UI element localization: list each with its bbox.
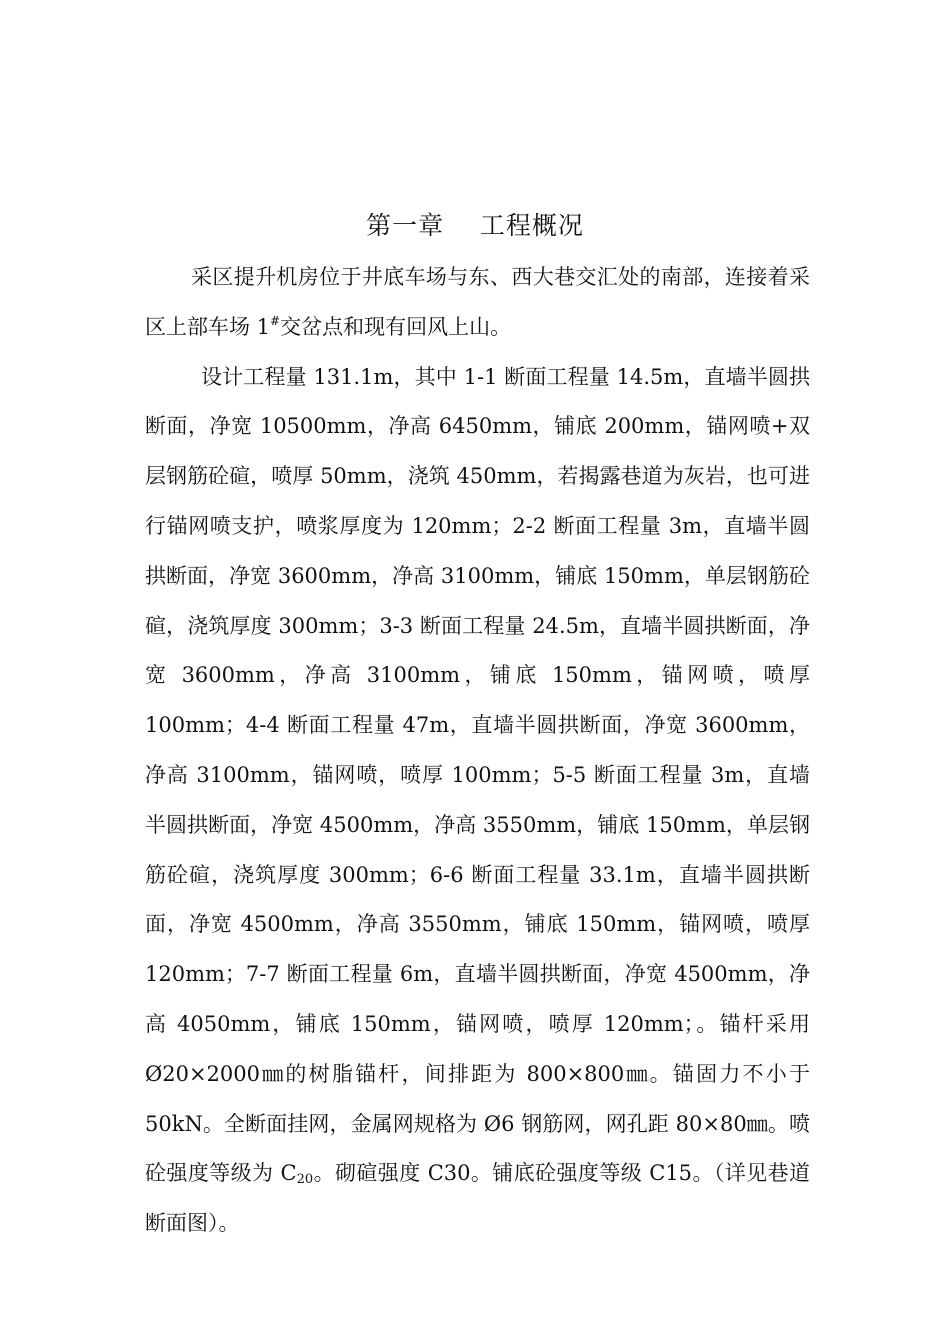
body-text — [145, 253, 810, 1249]
paragraph-overview — [145, 253, 810, 353]
paragraph-overview-text-end: 交岔点和现有回风上山。 — [280, 314, 512, 339]
superscript-hash: # — [270, 313, 281, 328]
paragraph-overview-text: 采区提升机房位于井底车场与东、西大巷交汇处的南部，连接着采区上部车场 1 — [145, 265, 810, 339]
paragraph-design-quantities — [145, 353, 810, 1249]
paragraph-design-text-end: 。砌碹强度 C30。铺底砼强度等级 C15。（详见巷道断面图）。 — [145, 1161, 810, 1236]
subscript-grade: 20 — [296, 1172, 314, 1188]
chapter-title: 第一章 工程概况 — [366, 211, 584, 240]
paragraph-design-text: 设计工程量 131.1m，其中 1-1 断面工程量 14.5m，直墙半圆拱断面，净宽 10500mm，净高 6450mm，铺底 200mm，锚网喷+双层钢筋砼碹，喷厚 50mm，浇筑 450mm，若揭露巷道为灰岩，也可进行锚网喷支护，喷浆厚度为 120mm；2-2 断面工程量 3m，直墙半圆拱断面，净宽 3600mm，净高 3100mm，铺底 150mm，单层钢筋砼碹，浇筑厚度 300mm；3-3 断面工程量 24.5m，直墙半圆拱断面，净宽 3600mm，净高 3100mm，铺底 150mm，锚网喷，喷厚 100mm；4-4 断面工程量 47m，直墙半圆拱断面，净宽 3600mm，净高 3100mm，锚网喷，喷厚 100mm；5-5 断面工程量 3m，直墙半圆拱断面，净宽 4500mm，净高 3550mm，铺底 150mm，单层钢筋砼碹，浇筑厚度 300mm；6-6 断面工程量 33.1m，直墙半圆拱断面，净宽 4500mm，净高 3550mm，铺底 150mm，锚网喷，喷厚 120mm；7-7 断面工程量 6m，直墙半圆拱断面，净宽 4500mm，净高 4050mm，铺底 150mm，锚网喷，喷厚 120mm；。锚杆采用 Ø20×2000㎜的树脂锚杆，间排距为 800×800㎜。锚固力不小于 50kN。全断面挂网，金属网规格为 Ø6 钢筋网，网孔距 80×80㎜。喷砼强度等级为 C — [145, 364, 810, 1186]
